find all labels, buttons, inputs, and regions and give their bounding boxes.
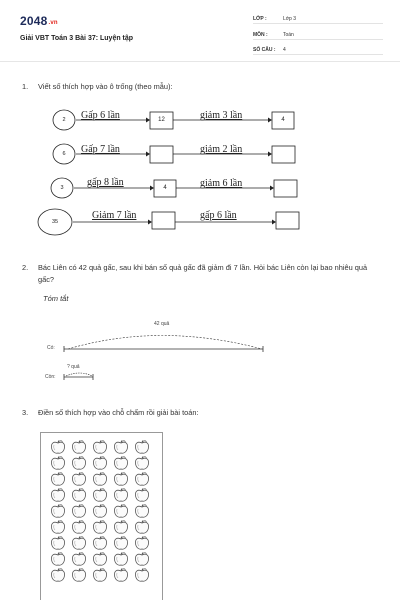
apple-icon (133, 567, 151, 583)
apple-icon (70, 535, 88, 551)
site-logo[interactable] (20, 14, 58, 28)
answer-box (272, 146, 295, 163)
question-2-number: 2. (22, 263, 29, 272)
have-label: Có: (47, 345, 55, 351)
meta-row-count (253, 46, 383, 55)
summary-label: Tóm tắt (43, 294, 69, 303)
meta-value: Toán (283, 32, 294, 38)
apple-icon (49, 519, 67, 535)
meta-row-class (253, 15, 383, 24)
apple-icon (133, 551, 151, 567)
apple-icon (91, 503, 109, 519)
apple-icon (49, 503, 67, 519)
apple-icon (70, 567, 88, 583)
apple-icon (112, 487, 130, 503)
apple-icon (112, 471, 130, 487)
apple-icon (112, 551, 130, 567)
apple-icon (112, 567, 130, 583)
arrow-head (272, 220, 276, 225)
question-3-text: Điền số thích hợp vào chỗ chấm rồi giải bài toán: (38, 408, 199, 417)
apple-icon (133, 519, 151, 535)
operation-label: Gấp 7 lần (81, 144, 120, 155)
apple-icon (133, 439, 151, 455)
page-header (0, 0, 400, 62)
page-title: Giải VBT Toán 3 Bài 37: Luyện tập (20, 35, 134, 42)
apple-icon (91, 551, 109, 567)
left-label: Còn: (45, 374, 56, 380)
apple-icon (70, 487, 88, 503)
apple-icon (49, 551, 67, 567)
arrow-head (146, 152, 150, 157)
meta-row-subject (253, 31, 383, 40)
apple-icon (70, 455, 88, 471)
operation-label: Gấp 6 lần (81, 110, 120, 121)
total-label: 42 quả (154, 321, 170, 327)
answer-box (150, 146, 173, 163)
apple-icon (70, 551, 88, 567)
operation-label: Giảm 7 lần (92, 210, 137, 221)
start-value: 3 (60, 185, 64, 191)
start-value: 2 (62, 117, 66, 123)
arrow-head (148, 220, 152, 225)
apple-picture (40, 432, 163, 600)
operation-label: gấp 8 lần (87, 177, 124, 188)
apple-icon (133, 535, 151, 551)
apple-icon (112, 535, 130, 551)
question-1-text: Viết số thích hợp vào ô trống (theo mẫu): (38, 82, 173, 91)
answer-box (274, 180, 297, 197)
apple-icon (112, 503, 130, 519)
total-brace (68, 336, 262, 350)
answer-value[interactable]: 4 (281, 117, 285, 123)
answer-box (152, 212, 175, 229)
start-value: 6 (62, 151, 66, 157)
unknown-label: ? quả (67, 364, 80, 370)
meta-value: Lớp 3 (283, 16, 297, 22)
question-1-number: 1. (22, 82, 29, 91)
apple-icon (70, 471, 88, 487)
meta-value: 4 (283, 47, 286, 53)
apple-icon (49, 535, 67, 551)
question-3-number: 3. (22, 408, 29, 417)
start-value: 35 (51, 219, 59, 225)
operation-label: giảm 2 lần (200, 144, 243, 155)
apple-icon (91, 439, 109, 455)
logo-suffix: .vn (48, 20, 58, 26)
operation-label: giảm 3 lần (200, 110, 243, 121)
apple-icon (91, 567, 109, 583)
apple-icon (49, 567, 67, 583)
meta-label: MÔN : (253, 32, 268, 38)
meta-label: LỚP : (253, 16, 267, 22)
apple-icon (112, 519, 130, 535)
apple-icon (70, 439, 88, 455)
arrow-head (270, 186, 274, 191)
apple-icon (49, 455, 67, 471)
left-brace (66, 373, 92, 376)
meta-label: SỐ CÂU : (253, 47, 276, 53)
apple-icon (70, 503, 88, 519)
apple-grid (49, 439, 153, 583)
apple-icon (49, 439, 67, 455)
arrow-head (268, 152, 272, 157)
apple-icon (91, 471, 109, 487)
operation-label: gấp 6 lần (200, 210, 237, 221)
answer-value[interactable]: 4 (163, 185, 167, 191)
apple-icon (70, 519, 88, 535)
apple-icon (133, 503, 151, 519)
apple-icon (91, 519, 109, 535)
apple-icon (133, 487, 151, 503)
apple-icon (49, 471, 67, 487)
apple-icon (91, 487, 109, 503)
apple-icon (112, 439, 130, 455)
apple-icon (91, 455, 109, 471)
apple-icon (112, 455, 130, 471)
apple-icon (133, 455, 151, 471)
apple-icon (133, 471, 151, 487)
logo-text: 2048 (20, 14, 48, 28)
operation-label: giảm 6 lần (200, 178, 243, 189)
answer-value[interactable]: 12 (158, 117, 165, 123)
question-2-text: Bác Liên có 42 quả gấc, sau khi bán số quả gấc đã giảm đi 7 lần. Hỏi bác Liên còn lại bao nhiêu quả gấc? (38, 263, 368, 284)
apple-icon (91, 535, 109, 551)
answer-box (276, 212, 299, 229)
apple-icon (49, 487, 67, 503)
